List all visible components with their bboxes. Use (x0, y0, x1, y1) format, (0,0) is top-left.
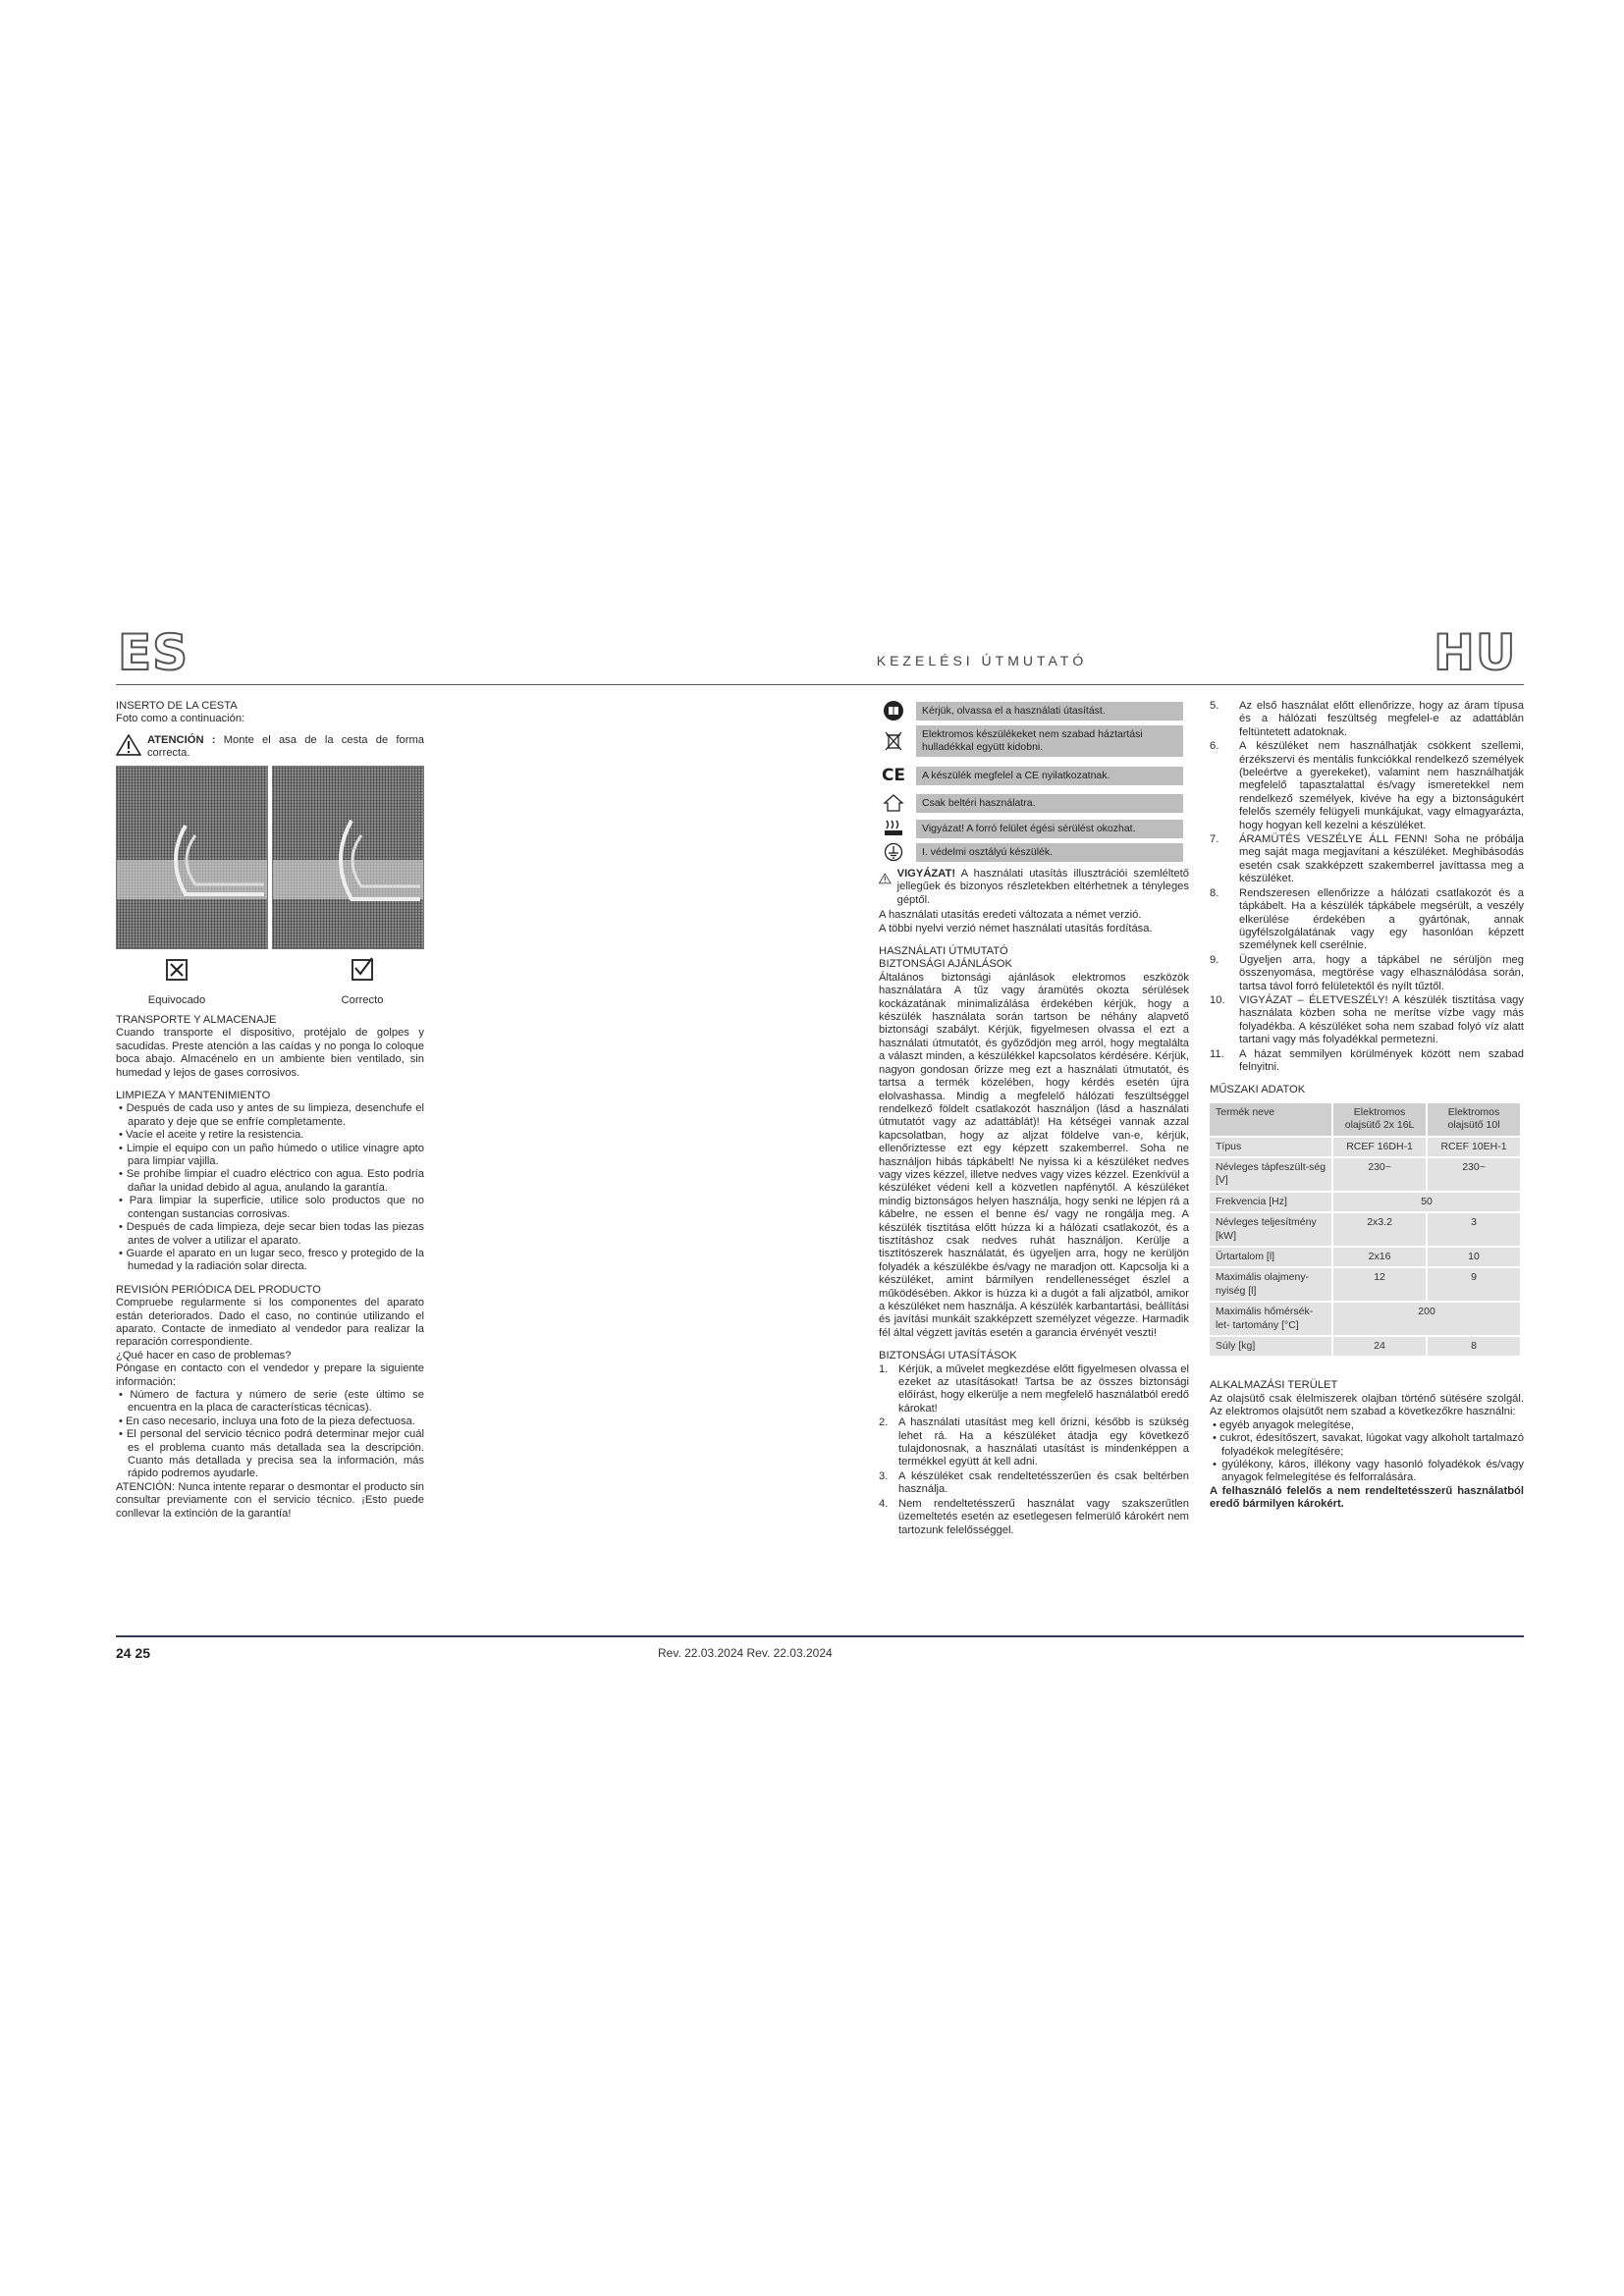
symbol-row (879, 765, 1183, 786)
list-item: • En caso necesario, incluya una foto de la pieza defectuosa. (116, 1415, 424, 1428)
warning-triangle-icon (879, 868, 892, 889)
symbol-row (879, 792, 1183, 814)
list-item: 11. A házat semmilyen körülmények között nem szabad felnyitni. (1210, 1047, 1524, 1073)
warning-label: VIGYÁZAT! (896, 868, 956, 880)
list-item: 6. A készüléket nem használhatják csökkent szellemi, érzékszervi és mentális funkciókkal rendelkező személyek (beleértve a gyerekeket), valamint nem használhatják megfelelő tapasztalattal és/vagy ismeretekkel nem rendelkező személyek, kivéve ha egy a biztonságukért felelős személy felügyeli munkájukat, vagy elmagyarázta, hogy hogyan kell kezelni a készüléket. (1210, 740, 1524, 831)
list-item: • gyúlékony, káros, illékony vagy hasonló folyadékok és/vagy anyagok felmelegítése és felforralására. (1210, 1459, 1524, 1485)
attention-text: Monte el asa de la cesta de forma correcta. (146, 733, 424, 760)
table-row: Maximális hőmérsék-let- tartomány [°C] 200 (1210, 1303, 1520, 1335)
list-item: 3. A készüléket csak rendeltetésszerűen és csak beltérben használja. (879, 1469, 1189, 1496)
list-item: • Número de factura y número de serie (este último se encuentra en la placa de características técnicas). (116, 1389, 424, 1415)
transport-text: Cuando transporte el dispositivo, protéjalo de golpes y sacudidas. Preste atención a las caídas y no ponga lo coloque boca abajo. Almacénelo en un ambiente bien ventilado, sin humedad y lejos de gases corrosivos. (116, 1027, 424, 1079)
read-manual-icon (879, 700, 908, 721)
es-column (116, 700, 424, 771)
table-row: Frekvencia [Hz] 50 (1210, 1193, 1520, 1211)
review-title: REVISIÓN PERIÓDICA DEL PRODUCTO (116, 1283, 321, 1296)
protection-class-icon (879, 841, 908, 863)
table-header-row: Termék neve Elektromos olajsütő 2x 16L Elektromos olajsütő 10l (1210, 1103, 1520, 1136)
original-version-note: A használati utasítás eredeti változata a német verzió. (879, 909, 1142, 922)
warning-triangle-icon (116, 734, 141, 756)
list-item: 2. A használati utasítást meg kell őrizni, később is szükség lehet rá. Ha a készüléket átadja egy következő tulajdonosnak, a használati utasítást is mindenképpen a termékkel együtt át kell adni. (879, 1416, 1189, 1468)
attention-note (116, 734, 424, 761)
symbol-label: A készülék megfelel a CE nyilatkozatnak. (916, 767, 1183, 785)
symbol-row (879, 725, 1183, 757)
page-numbers: 24 25 (116, 1645, 151, 1661)
symbol-row (879, 841, 1183, 863)
list-item: • Se prohíbe limpiar el cuadro eléctrico con agua. Esto podría dañar la unidad debido al agua, anulando la garantía. (116, 1168, 424, 1195)
list-item: • Guarde el aparato en un lugar seco, fresco y protegido de la humedad y la radiación solar directa. (116, 1248, 424, 1274)
language-code-hu: HU (1434, 624, 1517, 681)
list-item: • Después de cada limpieza, deje secar bien todas las piezas antes de volver a utilizar el aparato. (116, 1221, 424, 1248)
table-row: Névleges tápfeszült-ség [V] 230~ 230~ (1210, 1158, 1520, 1191)
safety-text: Általános biztonsági ajánlások elektromos eszközök használatára A tűz vagy áramütés okozta sérülések kockázatának minimalizálása érdekében kérjük, hogy a készülék használata során tartson be néhány alapvető biztonsági szabályt. Kérjük, figyelmesen olvassa el ezt a használati útmutatót, és győződjön meg arról, hogy megtalálta a választ minden, a készülékkel kapcsolatos kérdésére. Kérjük, nagyon gondosan őrizze meg ezt a használati útmutatót, és tartsa a termék közelében, hogy kérdés esetén újra elolvashassa. Mindig a megfelelő hálózati feszültséggel rendelkező földelt csatlakozót használjon (lásd a használati útmutatót vagy az adattáblát)! Ha kétségei vannak azzal kapcsolatban, hogy az aljzat földelve van-e, kérjük, ellenőriztesse ezt egy képzett szakemberrel. Soha ne használjon hibás tápkábelt! Ne nyissa ki a készüléket nedves vagy vizes kézzel, illetve nedves vagy vizes kézzel. Ezenkívül a készüléket védeni kell a közvetlen napfénytől. A készüléket mindig biztonságos helyen használja, hogy senki ne lépjen rá a kábelre, ne essen el benne és/ vagy ne rongálja meg. A készülék tisztítása előtt húzza ki a hálózati csatlakozót, és a tisztításhoz csak nedves ruhát használjon. Kerülje a tisztítószerek használatát, és ügyeljen arra, hogy ne kerüljön folyadék a készülékbe és/vagy ne maradjon ott. Kapcsolja ki a készüléket, amint bármilyen rendellenességet észlel a működésében. Akkor is húzza ki a dugót a fali aljzatból, amikor a készüléket nem használja. A készülék karbantartási, beállítási és javítási munkáit szakképzett személyzet végezze. Harmadik fél által végzett javítás esetén a garancia érvényét veszti! (879, 971, 1189, 1339)
language-code-es: ES (118, 624, 189, 681)
correct-check-icon (352, 959, 373, 981)
list-item: • Vacíe el aceite y retire la resistencia. (116, 1129, 424, 1142)
list-item: 4. Nem rendeltetésszerű használat vagy szakszerűtlen üzemeltetés esetén az esetlegesen felmerülő károkért nem tartozunk felelősséggel. (879, 1497, 1189, 1536)
list-item: 1. Kérjük, a művelet megkezdése előtt figyelmesen olvassa el ezeket az utasításokat! Tartsa be az összes biztonsági előírást, hogy elkerülje a nem megfelelő használatból eredő károkat! (879, 1362, 1189, 1415)
problems-text: Póngase en contacto con el vendedor y prepare la siguiente información: (116, 1362, 424, 1388)
hu-right-column (1210, 700, 1524, 1512)
ce-mark-icon: CE (881, 766, 906, 785)
final-note: ATENCIÓN: Nunca intente reparar o desmontar el producto sin consultar previamente con el servicio técnico. ¡Esto puede conllevar la extinción de la garantía! (116, 1480, 424, 1520)
problems-question: ¿Qué hacer en caso de problemas? (116, 1349, 292, 1362)
table-row: Űrtartalom [l] 2x16 10 (1210, 1248, 1520, 1266)
symbol-label: Csak beltéri használatra. (916, 794, 1183, 813)
basket-subtitle: Foto como a continuación: (116, 713, 245, 725)
translation-note: A többi nyelvi verzió német használati utasítás fordítása. (879, 922, 1153, 934)
indoor-house-icon (879, 792, 908, 814)
table-row: Súly [kg] 24 8 (1210, 1337, 1520, 1356)
safety-instructions-title: BIZTONSÁGI UTASÍTÁSOK (879, 1350, 1017, 1362)
list-item: • cukrot, édesítőszert, savakat, lúgokat vagy alkoholt tartalmazó folyadékok melegítésére; (1210, 1432, 1524, 1459)
review-text: Compruebe regularmente si los componentes del aparato están deteriorados. Dado el caso, no continúe utilizando el aparato. Contacte de inmediato al vendedor para realizar la reparación correspondiente. (116, 1297, 424, 1349)
list-item: • egyéb anyagok melegítése, (1210, 1419, 1524, 1432)
wrong-cross-icon (166, 959, 188, 981)
header-rule (116, 684, 1524, 685)
symbol-label: I. védelmi osztályú készülék. (916, 843, 1183, 862)
basket-photo-correct (272, 766, 424, 949)
safety-title: BIZTONSÁGI AJÁNLÁSOK (879, 958, 1012, 971)
tech-data-title: MŰSZAKI ADATOK (1210, 1084, 1306, 1096)
scope-text: Az olajsütő csak élelmiszerek olajban történő sütésére szolgál. Az elektromos olajsütőt nem szabad a következőkre használni: (1210, 1392, 1524, 1418)
list-item: 9. Ügyeljen arra, hogy a tápkábel ne sérüljön meg összenyomása, megtörése vagy elhasználódása során, tartsa távol forró felületektől és nyílt tűztől. (1210, 953, 1524, 992)
list-item: • El personal del servicio técnico podrá determinar mejor cuál es el problema cuanto más detallada sea la descripción. Cuanto más detallada y precisa sea la información, más rápido podremos ayudarle. (116, 1428, 424, 1481)
list-item: 8. Rendszeresen ellenőrizze a hálózati csatlakozót és a tápkábelt. Ha a készülék tápkábele megsérült, a veszély elkerülése érdekében a gyártónak, annak ügyfélszolgálatának vagy egy hasonlóan képzett személynek kell cserélnie. (1210, 886, 1524, 952)
symbol-label: Kérjük, olvassa el a használati útasítást. (916, 702, 1183, 721)
scope-liability-note: A felhasználó felelős a nem rendeltetésszerű használatból eredő bármilyen károkért. (1210, 1484, 1524, 1511)
warning-note (879, 868, 1189, 907)
usage-title: HASZNÁLATI ÚTMUTATÓ (879, 945, 1008, 958)
transport-title: TRANSPORTE Y ALMACENAJE (116, 1014, 277, 1026)
footer-rule (116, 1635, 1524, 1637)
correct-label: Correcto (341, 994, 384, 1006)
table-row: Maximális olajmeny-nyiség [l] 12 9 (1210, 1268, 1520, 1301)
revision-date: Rev. 22.03.2024 Rev. 22.03.2024 (658, 1646, 833, 1660)
list-item: 7. ÁRAMÜTÉS VESZÉLYE ÁLL FENN! Soha ne próbálja meg saját maga megjavítani a készüléket. Meghibásodás esetén csak szakképzett szakemberrel javíttassa meg a készüléket. (1210, 833, 1524, 885)
table-row: Típus RCEF 16DH-1 RCEF 10EH-1 (1210, 1138, 1520, 1156)
basket-photo-wrong (116, 766, 268, 949)
cleaning-title: LIMPIEZA Y MANTENIMIENTO (116, 1090, 271, 1102)
tech-data-table (1208, 1101, 1522, 1359)
list-item: 5. Az első használat előtt ellenőrizze, hogy az áram típusa és a hálózati feszültség megfelel-e az adattáblán feltüntetett adatoknak. (1210, 700, 1524, 738)
crossed-bin-icon (879, 730, 908, 752)
page-title: KEZELÉSI ÚTMUTATÓ (876, 653, 1088, 668)
symbol-label: Vigyázat! A forró felület égési sérülést okozhat. (916, 820, 1183, 838)
table-row: Névleges teljesítmény [kW] 2x3.2 3 (1210, 1213, 1520, 1246)
symbol-label: Elektromos készülékeket nem szabad háztartási hulladékkal együtt kidobni. (916, 725, 1183, 757)
symbol-row (879, 700, 1183, 721)
hot-surface-icon (879, 818, 908, 839)
symbol-row (879, 818, 1183, 839)
list-item: 10. VIGYÁZAT – ÉLETVESZÉLY! A készülék tisztítása vagy használata közben soha ne merítse vízbe vagy más folyadékba. A készüléket soha nem szabad folyó víz alatt tartani vagy más folyadékkal permetezni. (1210, 993, 1524, 1046)
basket-title: INSERTO DE LA CESTA (116, 700, 238, 712)
attention-label: ATENCIÓN : (146, 733, 216, 746)
es-column-lower (116, 1014, 424, 1521)
list-item: • Para limpiar la superficie, utilice solo productos que no contengan sustancias corrosivas. (116, 1195, 424, 1221)
scope-title: ALKALMAZÁSI TERÜLET (1210, 1379, 1338, 1392)
warning-text: A használati utasítás illusztrációi szemléltető jellegűek és bizonyos részletekben eltérhetnek a tényleges géptől. (896, 868, 1190, 906)
list-item: • Después de cada uso y antes de su limpieza, desenchufe el aparato y deje que se enfríe completamente. (116, 1102, 424, 1129)
wrong-label: Equivocado (147, 994, 206, 1006)
hu-middle-column (879, 868, 1189, 1538)
list-item: • Limpie el equipo con un paño húmedo o utilice vinagre apto para limpiar vajilla. (116, 1143, 424, 1169)
